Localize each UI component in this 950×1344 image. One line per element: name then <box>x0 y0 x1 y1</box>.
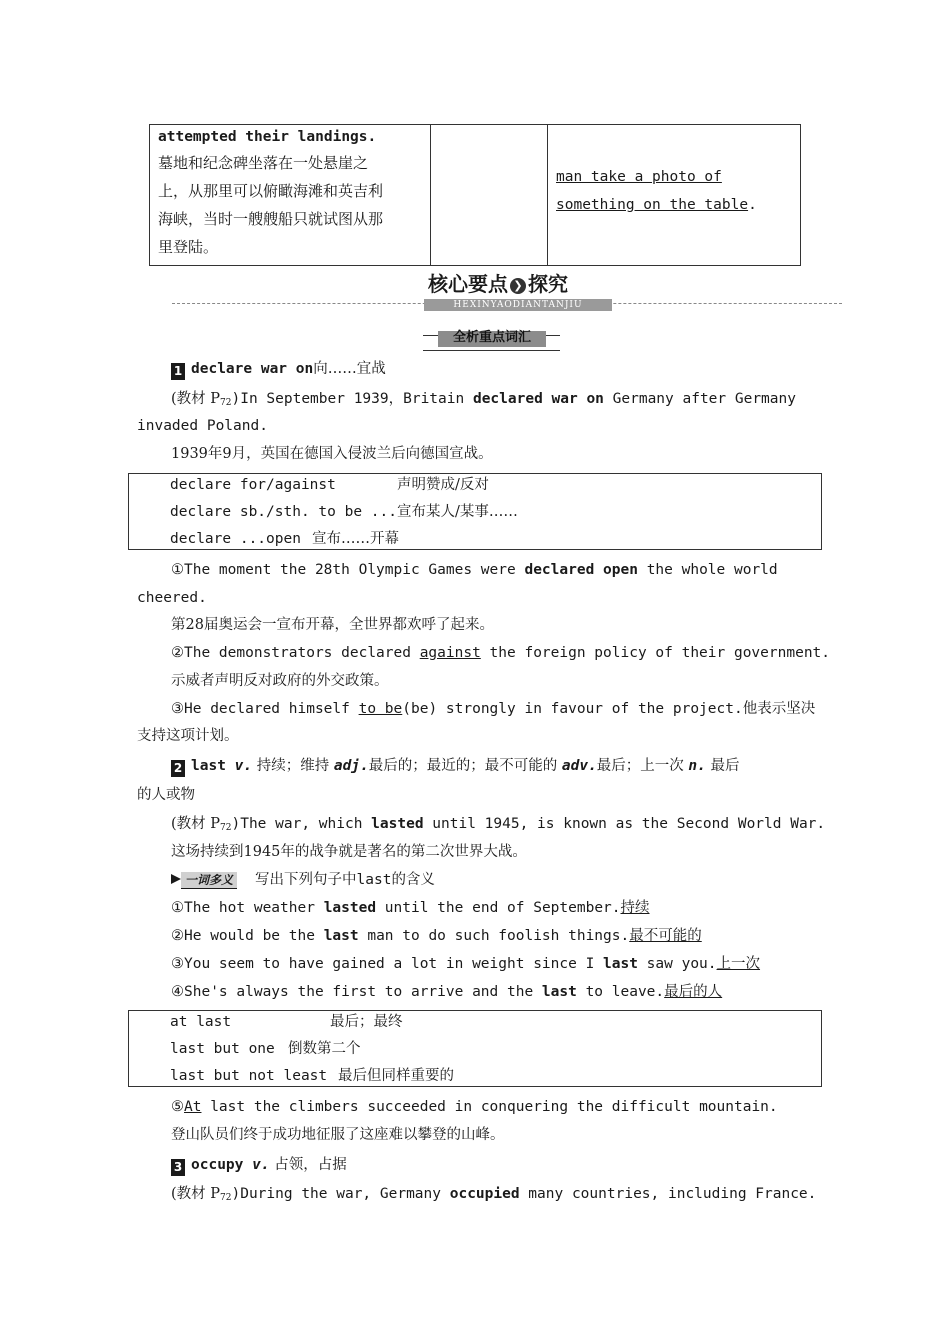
item3-textbook-example: (教材 $P_{72})During$ the war, Germany occupied many countries, including France. <box>171 1186 817 1203</box>
phrase-en: declare ...open <box>170 531 301 547</box>
item1-sentence-1-line2: cheered. <box>137 590 207 606</box>
item1-sentence-1: ①The moment the 28th Olympic Games were declared open the whole world <box>171 562 778 578</box>
phrase-zh: 宣布某人/某事…… <box>397 504 518 520</box>
answer-blank: 最不可能的 <box>629 928 702 944</box>
item2-polysemy-task: 一词多义 写出下列句子中last的含义 <box>171 870 435 890</box>
item1-heading: 1 declare war on向……宜战 <box>171 359 386 380</box>
section-pinyin: HEXINYAODIANTANJIU <box>453 300 583 310</box>
table-cell-empty <box>431 125 548 266</box>
triangle-right-icon <box>171 874 181 884</box>
polysemy-tag: 一词多义 <box>181 872 237 889</box>
table-cell-example <box>150 125 431 266</box>
item2-sentence-5: ⑤At last the climbers succeeded in conquering the difficult mountain. <box>171 1099 778 1115</box>
answer-blank: against <box>419 645 481 661</box>
answer-blank: 上一次 <box>716 956 761 972</box>
table-cell-en: attempted their landings. <box>158 129 377 145</box>
phrase-zh: 声明赞成/反对 <box>397 477 489 493</box>
phrase-zh: 宣布……开幕 <box>312 531 399 547</box>
item3-heading: 3 occupy v. 占领，占据 <box>171 1155 347 1176</box>
meaning-line-2: ②He would be the last man to do such foolish things.最不可能的 <box>171 928 702 944</box>
meaning-line-3: ③You seem to have gained a lot in weight since I last saw you.上一次 <box>171 956 761 972</box>
phrase-en: at last <box>170 1014 232 1030</box>
item1-sentence-1-zh: 第28届奥运会一宣布开幕，全世界都欢呼了起来。 <box>171 617 494 633</box>
item2-heading: 2 last v. 持续；维持 adj.最后的；最近的；最不可能的 adv.最后；上一次 n. 最后 <box>171 756 739 777</box>
item1-sentence-3-line2: 支持这项计划。 <box>137 728 239 744</box>
item1-sentence-3: ③He declared himself to be(be) strongly in favour of the project.他表示坚决 <box>171 701 816 717</box>
meaning-line-4: ④She's always the first to arrive and the last to leave.最后的人 <box>171 984 723 1000</box>
phrase-en: last but one <box>170 1041 275 1057</box>
phrase-box-1 <box>128 473 822 550</box>
phrase-en: declare for/against <box>170 477 336 493</box>
phrase-en: last but not least <box>170 1068 328 1084</box>
item-number-badge: 2 <box>171 760 185 777</box>
phrase-box-2 <box>128 1010 822 1087</box>
answer-blank: 最后的人 <box>664 984 723 1000</box>
answer-blank: 持续 <box>620 900 650 916</box>
phrase-zh: 倒数第二个 <box>288 1041 361 1057</box>
item-number-badge: 3 <box>171 1159 185 1176</box>
item1-example-zh: 1939年9月，英国在德国入侵波兰后向德国宣战。 <box>171 446 493 462</box>
item2-example-zh: 这场持续到1945年的战争就是著名的第二次世界大战。 <box>171 844 527 860</box>
item2-def-line2: 的人或物 <box>137 787 195 803</box>
continued-table <box>149 124 801 266</box>
item1-sentence-2-zh: 示威者声明反对政府的外交政策。 <box>171 673 389 689</box>
answer-blank: to be <box>358 701 403 717</box>
phrase-zh: 最后但同样重要的 <box>338 1068 454 1084</box>
answer-blank: At <box>184 1099 202 1115</box>
item1-sentence-2: ②The demonstrators declared against the foreign policy of their government. <box>171 645 831 661</box>
subsection-label: 全析重点词汇 <box>452 330 531 345</box>
meaning-line-1: ①The hot weather lasted until the end of September.持续 <box>171 900 650 916</box>
phrase-en: declare sb./sth. to be ... <box>170 504 397 520</box>
table-cell-answer: man take a photo of something on the table. <box>548 125 801 266</box>
chevron-right-icon: ❯ <box>510 278 526 294</box>
item1-example-line2: invaded Poland. <box>137 418 268 434</box>
phrase-zh: 最后；最终 <box>330 1014 403 1030</box>
item-number-badge: 1 <box>171 363 185 380</box>
table-cell-zh: 墓地和纪念碑坐落在一处悬崖之 上，从那里可以俯瞰海滩和英吉利 海峡，当时一艘艘船只就试图从那 里登陆。 <box>158 154 384 256</box>
section-title: 核心要点 ❯ 探究 <box>428 272 568 296</box>
item2-sentence-5-zh: 登山队员们终于成功地征服了这座难以攀登的山峰。 <box>171 1127 505 1143</box>
item1-textbook-example: (教材 $P_{72})In$ September 1939，Britain declared war on Germany after Germany <box>171 391 796 408</box>
item2-textbook-example: (教材 $P_{72})The$ war, which lasted until 1945, is known as the Second World War. <box>171 816 826 833</box>
